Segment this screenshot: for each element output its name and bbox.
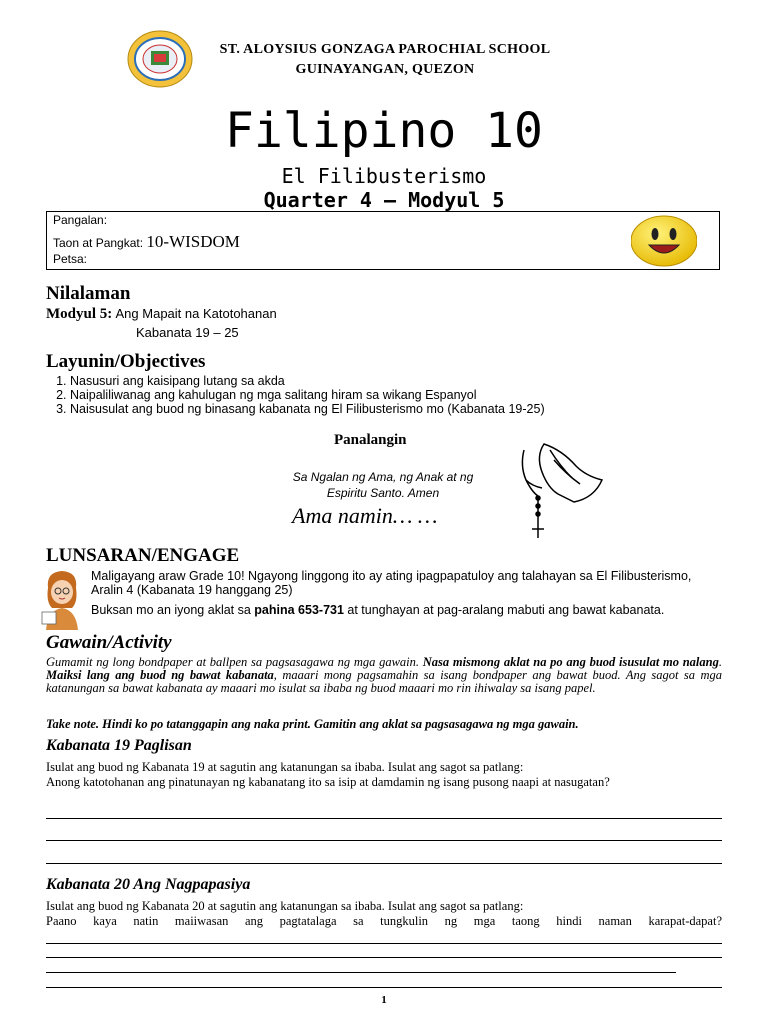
module-title-label: Modyul 5: [46,306,113,322]
engage-text: at tunghayan at pag-aralang mabuti ang bawat kabanata. [343,603,665,617]
activity-instructions [46,656,722,695]
date-label: Petsa: [53,252,88,266]
activity-text: Gumamit ng long bondpaper at ballpen sa pagsasagawa ng mga gawain. [46,655,423,669]
answer-line[interactable] [46,863,722,864]
activity-note: Take note. Hindi ko po tatanggapin ang naka print. Gamitin ang aklat sa pagsasagawa ng mga gawain. [46,717,579,731]
activity-bold-text: Nasa mismong aklat na po ang buod isusulat mo nalang [422,655,719,669]
prayer-line-2: Espiritu Santo. Amen [326,486,440,500]
answer-line[interactable] [46,987,722,988]
objective-item: 1. Nasusuri ang kaisipang lutang sa akda [70,374,545,388]
kabanata-20-heading: Kabanata 20 Ang Nagpapasiya [46,876,251,893]
answer-line[interactable] [46,840,722,841]
nilalaman-heading: Nilalaman [46,283,131,304]
answer-line[interactable] [46,818,722,819]
answer-line[interactable] [46,957,722,958]
chapter-range: Kabanata 19 – 25 [136,325,239,340]
engage-pages: pahina 653-731 [254,603,344,617]
answer-line[interactable] [46,972,676,973]
module-label: Quarter 4 – Modyul 5 [263,188,505,212]
objective-item: 2. Naipaliliwanag ang kahulugan ng mga salitang hiram sa wikang Espanyol [70,388,545,402]
school-location: GUINAYANGAN, QUEZON [295,62,475,77]
activity-heading: Gawain/Activity [46,632,172,653]
kabanata-19-question: Anong katotohanan ang pinatunayan ng kabanatang ito sa isip at damdamin ng isang pusong naapi at nasugatan? [46,775,610,789]
document-subtitle: El Filibusterismo [281,164,487,188]
document-title: Filipino 10 [225,103,543,159]
engage-heading: LUNSARAN/ENGAGE [46,545,240,566]
activity-text: . [718,655,722,669]
kabanata-20-question: Paano kaya natin maiiwasan ang pagtatalaga sa tungkulin ng mga taong hindi naman karapat-dapat? [46,914,722,928]
kabanata-19-instructions: Isulat ang buod ng Kabanata 19 at sagutin ang katanungan sa ibaba. Isulat ang sagot sa patlang: [46,760,524,774]
answer-line[interactable] [46,943,722,944]
kabanata-19-heading: Kabanata 19 Paglisan [46,737,192,754]
prayer-text [266,469,500,501]
prayer-line-1: Sa Ngalan ng Ama, ng Anak at ng [292,470,474,484]
module-title: Ang Mapait na Katotohanan [115,306,277,321]
prayer-line-3: Ama namin… … [292,503,438,528]
grade-label: Taon at Pangkat: [53,236,144,250]
objective-item: 3. Naisusulat ang buod ng binasang kabanata ng El Filibusterismo mo (Kabanata 19-25) [70,402,545,416]
module-line [46,306,277,323]
grade-value: 10-WISDOM [146,232,240,251]
grade-row [53,232,240,252]
school-logo [127,30,193,88]
objectives-heading: Layunin/Objectives [46,351,206,372]
smiley-face-icon [631,215,697,267]
engage-paragraph-2 [91,603,721,617]
praying-hands-icon [514,436,606,540]
school-header [205,40,565,80]
prayer-heading: Panalangin [334,432,407,448]
kabanata-20-instructions: Isulat ang buod ng Kabanata 20 at sagutin ang katanungan sa ibaba. Isulat ang sagot sa patlang: [46,899,524,913]
activity-text: , maaari mong pagsamahin sa isang bondpaper ang bawat buod. Ang sagot sa mga katanungan sa bawat kabanata ay maaari mo isulat sa ibaba ng buod maaari mo rin ihiwalay sa isang papel. [46,668,722,695]
school-name: ST. ALOYSIUS GONZAGA PAROCHIAL SCHOOL [219,42,551,57]
objectives-list [46,374,545,416]
page-number: 1 [381,994,387,1006]
name-label: Pangalan: [53,213,108,227]
activity-bold-text: Maiksi lang ang buod ng bawat kabanata [46,668,274,682]
teacher-avatar [38,568,86,630]
engage-text: Buksan mo an iyong aklat sa [91,603,255,617]
engage-paragraph-1: Maligayang araw Grade 10! Ngayong linggong ito ay ating ipagpapatuloy ang talahayan sa El Filibusterismo, Aralin 4 (Kabanata 19 hanggang 25) [91,569,692,597]
student-info-box [46,211,720,270]
